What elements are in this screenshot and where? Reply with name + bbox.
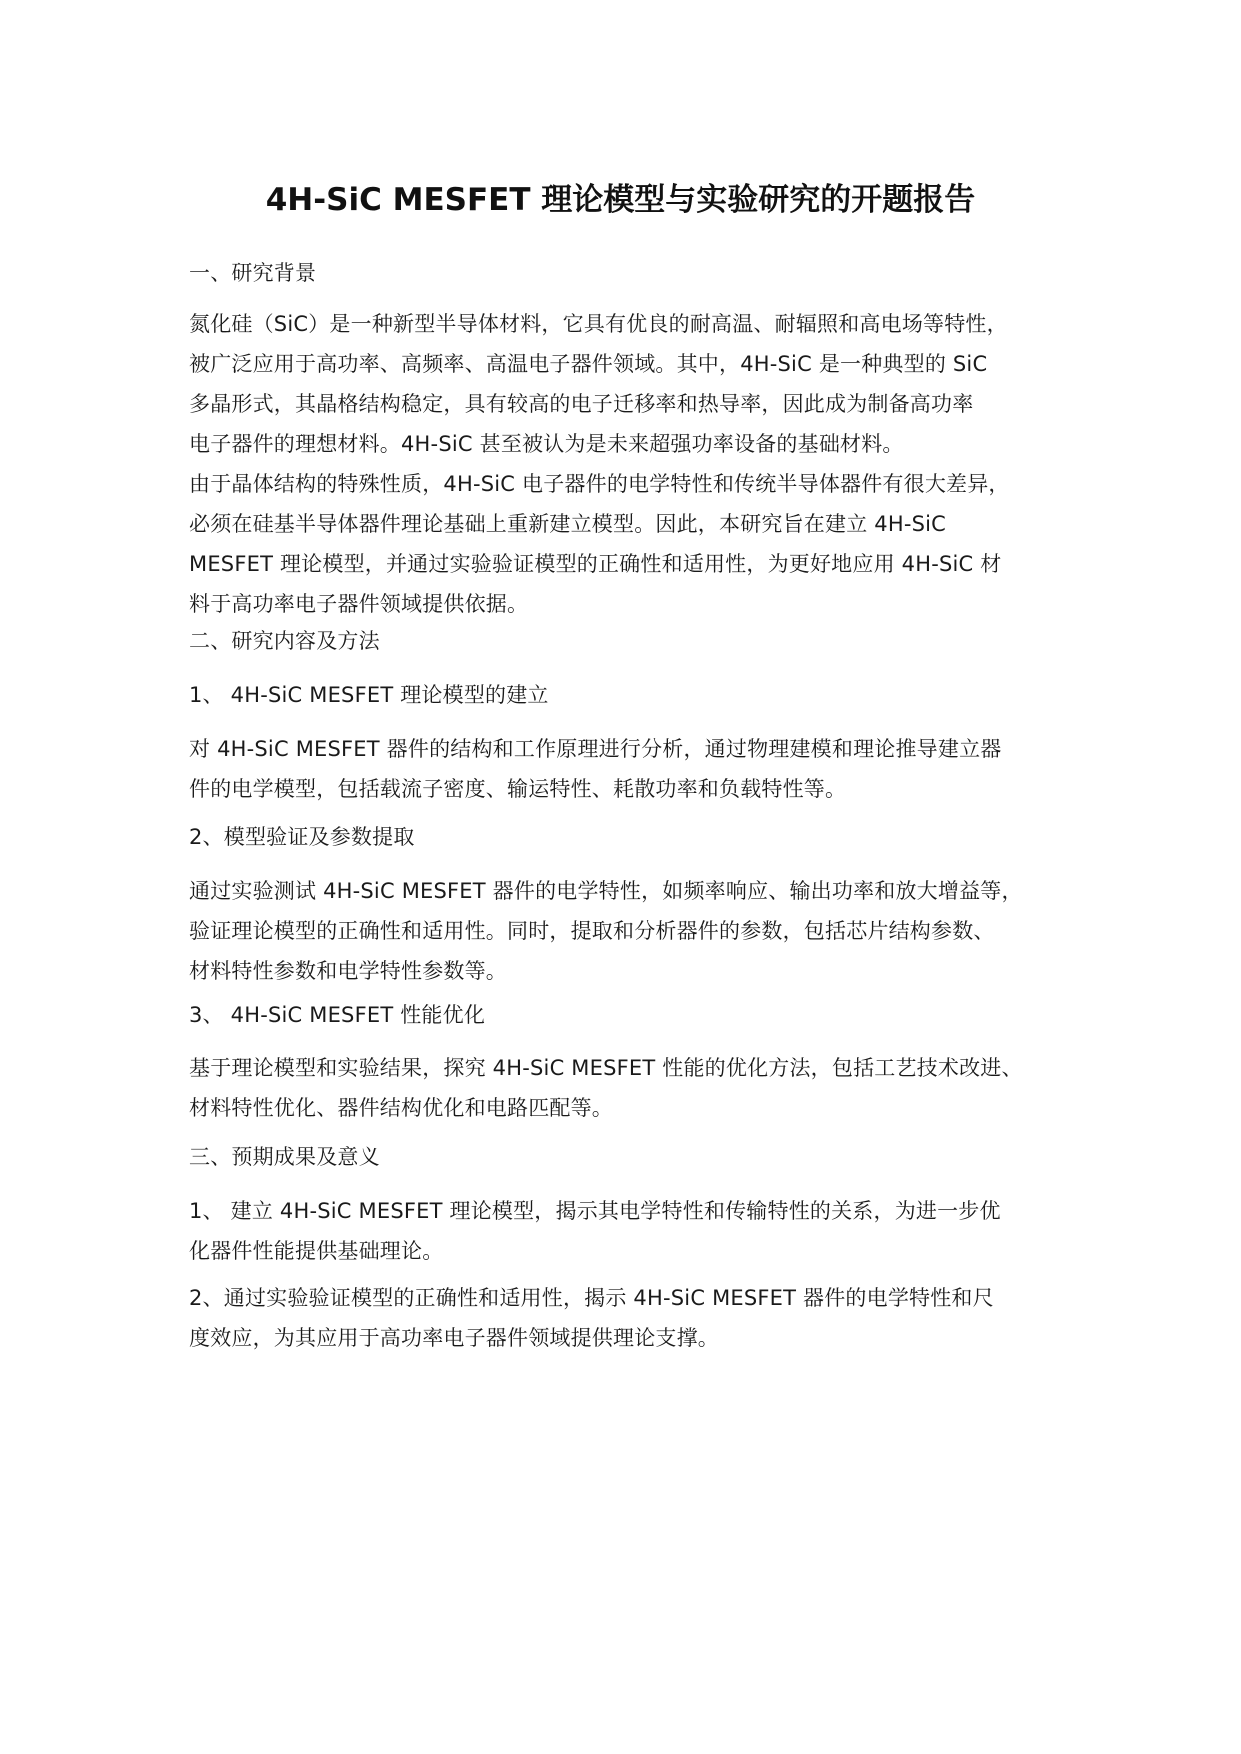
- paragraph-background-1: [189, 304, 1089, 464]
- paragraph-line: 对 4H-SiC MESFET 器件的结构和工作原理进行分析，通过物理建模和理论推导建立器: [189, 737, 1002, 761]
- paragraph-line: 材料特性参数和电学特性参数等。: [189, 959, 507, 983]
- paragraph-line: 必须在硅基半导体器件理论基础上重新建立模型。因此，本研究旨在建立 4H-SiC: [189, 512, 947, 536]
- paragraph-line: 被广泛应用于高功率、高频率、高温电子器件领域。其中，4H-SiC 是一种典型的 SiC: [189, 352, 988, 376]
- paragraph-optimization: [189, 1048, 1089, 1128]
- paragraph-line: 多晶形式，其晶格结构稳定，具有较高的电子迁移率和热导率，因此成为制备高功率: [189, 392, 974, 416]
- paragraph-line: 氮化硅（SiC）是一种新型半导体材料，它具有优良的耐高温、耐辐照和高电场等特性，: [189, 312, 1008, 336]
- paragraph-line: 化器件性能提供基础理论。: [189, 1239, 444, 1263]
- paragraph-line: 1、 建立 4H-SiC MESFET 理论模型，揭示其电学特性和传输特性的关系，为进一步优: [189, 1199, 1001, 1223]
- paragraph-line: 2、通过实验验证模型的正确性和适用性，揭示 4H-SiC MESFET 器件的电学特性和尺: [189, 1286, 994, 1310]
- paragraph-line: 度效应，为其应用于高功率电子器件领域提供理论支撑。: [189, 1326, 719, 1350]
- paragraph-line: 基于理论模型和实验结果，探究 4H-SiC MESFET 性能的优化方法，包括工艺技术改进、: [189, 1056, 1023, 1080]
- paragraph-line: 电子器件的理想材料。4H-SiC 甚至被认为是未来超强功率设备的基础材料。: [189, 432, 904, 456]
- subheading-text: 2、模型验证及参数提取: [189, 825, 415, 849]
- subheading-optimization: [189, 995, 1089, 1035]
- paragraph-line: 件的电学模型，包括载流子密度、输运特性、耗散功率和负载特性等。: [189, 777, 847, 801]
- heading-text: 三、预期成果及意义: [189, 1145, 380, 1169]
- paragraph-line: 材料特性优化、器件结构优化和电路匹配等。: [189, 1096, 613, 1120]
- paragraph-line: 料于高功率电子器件领域提供依据。: [189, 592, 529, 616]
- paragraph-outcome-1: [189, 1191, 1089, 1271]
- section-heading-background: [189, 253, 1089, 293]
- subheading-text: 3、 4H-SiC MESFET 性能优化: [189, 1003, 486, 1027]
- subheading-text: 1、 4H-SiC MESFET 理论模型的建立: [189, 683, 549, 707]
- paragraph-line: MESFET 理论模型，并通过实验验证模型的正确性和适用性，为更好地应用 4H-SiC 材: [189, 552, 1002, 576]
- section-heading-content-methods: [189, 621, 1089, 661]
- paragraph-line: 由于晶体结构的特殊性质，4H-SiC 电子器件的电学特性和传统半导体器件有很大差异，: [189, 472, 1010, 496]
- document-title: 4H-SiC MESFET 理论模型与实验研究的开题报告: [265, 182, 976, 218]
- paragraph-outcome-2: [189, 1278, 1089, 1358]
- subheading-validation: [189, 817, 1089, 857]
- paragraph-background-2: [189, 464, 1089, 624]
- heading-text: 一、研究背景: [189, 261, 317, 285]
- section-heading-outcomes: [189, 1137, 1089, 1177]
- paragraph-model-building: [189, 729, 1089, 809]
- subheading-model-building: [189, 675, 1089, 715]
- paragraph-line: 验证理论模型的正确性和适用性。同时，提取和分析器件的参数，包括芯片结构参数、: [189, 919, 995, 943]
- paragraph-line: 通过实验测试 4H-SiC MESFET 器件的电学特性，如频率响应、输出功率和放大增益等，: [189, 879, 1023, 903]
- paragraph-validation: [189, 871, 1089, 991]
- heading-text: 二、研究内容及方法: [189, 629, 380, 653]
